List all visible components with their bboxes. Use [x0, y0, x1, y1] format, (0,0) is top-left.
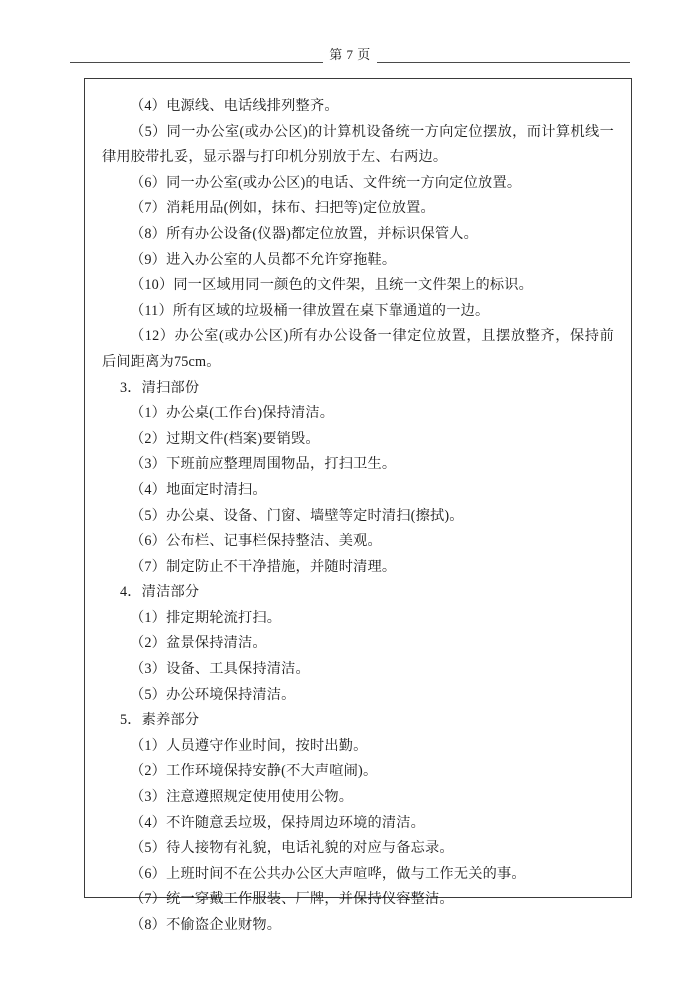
page-number-label: 第 7 页 — [323, 44, 377, 63]
document-line: （7）消耗用品(例如，抹布、扫把等)定位放置。 — [130, 200, 435, 217]
document-line: （10）同一区域用同一颜色的文件架，且统一文件架上的标识。 — [130, 277, 534, 294]
document-line: （3）注意遵照规定使用使用公物。 — [130, 789, 354, 806]
document-line: （1）人员遵守作业时间，按时出勤。 — [130, 737, 368, 754]
document-line: （2）工作环境保持安静(不大声喧闹)。 — [130, 763, 378, 780]
document-line: （6）上班时间不在公共办公区大声喧哗，做与工作无关的事。 — [130, 865, 526, 882]
document-line: （12）办公室(或办公区)所有办公设备一律定位放置，且摆放整齐，保持前后间距离为75cm。 — [102, 328, 614, 370]
document-line: （8）不偷盗企业财物。 — [130, 917, 282, 933]
document-line: （5）同一办公室(或办公区)的计算机设备统一方向定位摆放，而计算机线一律用胶带扎妥，显示器与打印机分别放于左、右两边。 — [102, 123, 614, 166]
document-line: （5）待人接物有礼貌，电话礼貌的对应与备忘录。 — [130, 840, 454, 857]
document-line: （4）地面定时清扫。 — [130, 481, 267, 498]
document-line: （11）所有区域的垃圾桶一律放置在桌下靠通道的一边。 — [130, 302, 490, 319]
document-line: （7）统一穿戴工作服装、厂牌，并保持仪容整洁。 — [130, 891, 454, 908]
document-line: （5）办公桌、设备、门窗、墙壁等定时清扫(擦拭)。 — [130, 507, 464, 524]
document-line: 4．清洁部分 — [120, 584, 200, 601]
document-line: （1）办公桌(工作台)保持清洁。 — [130, 405, 335, 422]
document-line: 3．清扫部份 — [120, 379, 200, 396]
document-line: （8）所有办公设备(仪器)都定位放置，并标识保管人。 — [130, 225, 479, 242]
document-line: （6）公布栏、记事栏保持整洁、美观。 — [130, 533, 382, 550]
document-line: 5．素养部分 — [120, 712, 200, 729]
document-line: （5）办公环境保持清洁。 — [130, 686, 296, 703]
document-line: （6）同一办公室(或办公区)的电话、文件统一方向定位放置。 — [130, 174, 522, 191]
document-body — [96, 86, 620, 933]
document-line: （3）设备、工具保持清洁。 — [130, 661, 310, 678]
document-line: （4）不许随意丢垃圾，保持周边环境的清洁。 — [130, 814, 426, 831]
document-line: （3）下班前应整理周围物品，打扫卫生。 — [130, 456, 397, 473]
document-line: （1）排定期轮流打扫。 — [130, 609, 282, 626]
document-line: （2）盆景保持清洁。 — [130, 635, 267, 652]
document-line: （7）制定防止不干净措施，并随时清理。 — [130, 558, 397, 575]
document-line: （4）电源线、电话线排列整齐。 — [130, 98, 339, 114]
page-header — [70, 44, 630, 64]
document-line: （9）进入办公室的人员都不允许穿拖鞋。 — [130, 251, 397, 268]
document-line: （2）过期文件(档案)要销毁。 — [130, 430, 320, 447]
